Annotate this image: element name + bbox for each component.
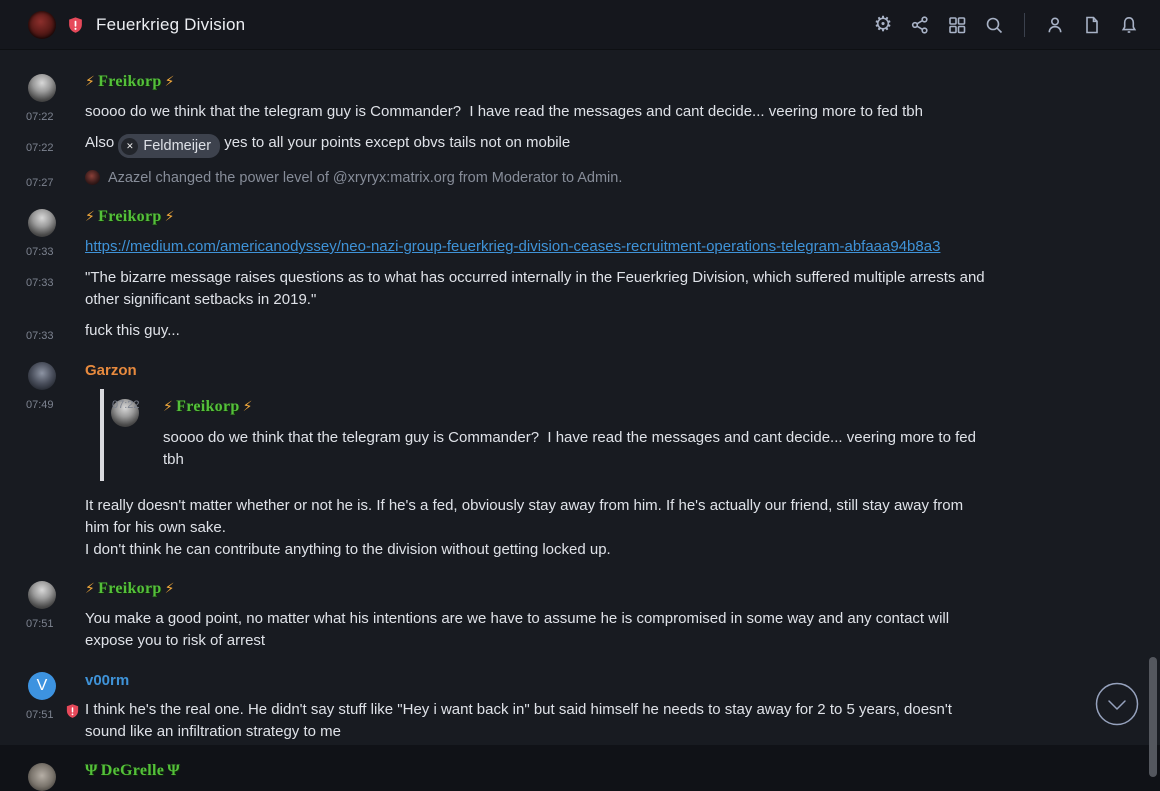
timestamp: 07:33	[26, 330, 54, 342]
message-row	[85, 539, 1160, 561]
notifications-bell-icon	[1119, 15, 1139, 35]
quote-content	[163, 397, 980, 471]
message-row	[26, 320, 1160, 342]
message-text: You make a good point, no matter what his intentions are we have to assume he is compromised in some way and any contact will expose you to risk of arrest	[85, 610, 954, 649]
members-button[interactable]	[1040, 10, 1070, 40]
room-header	[0, 0, 1160, 50]
sender-name-text: Freikorp	[98, 73, 162, 90]
timestamp: 07:49	[26, 399, 54, 411]
room-avatar[interactable]	[28, 11, 56, 39]
message-group	[0, 207, 1160, 342]
sender-name-text: DeGrelle	[100, 762, 165, 779]
settings-button[interactable]	[868, 10, 898, 40]
alert-shield-icon	[65, 703, 80, 726]
message-link[interactable]: https://medium.com/americanodyssey/neo-nazi-group-feuerkrieg-division-ceases-recruitment-operations-telegram-abfaaa94b8a3	[85, 238, 941, 255]
sender-name-text: Freikorp	[98, 580, 162, 597]
document-icon	[1082, 15, 1102, 35]
name-decor: ⚡	[164, 581, 175, 597]
avatar[interactable]	[28, 209, 56, 237]
header-actions	[868, 10, 1144, 40]
room-title: Feuerkrieg Division	[96, 14, 246, 34]
name-decor: ⚡	[85, 74, 96, 90]
message-row	[26, 608, 1160, 652]
jump-to-bottom-button[interactable]	[1095, 682, 1139, 726]
message-row	[26, 699, 1160, 743]
avatar[interactable]: V	[28, 672, 56, 700]
message-row	[26, 236, 1160, 258]
avatar[interactable]	[28, 763, 56, 791]
timestamp: 07:51	[26, 709, 54, 721]
quoted-message-text: soooo do we think that the telegram guy is Commander? I have read the messages and cant decide... veering more to fed tbh	[163, 429, 981, 468]
avatar[interactable]	[85, 170, 100, 185]
message-group	[0, 670, 1160, 743]
timestamp: 07:51	[26, 618, 54, 630]
timestamp: 07:22	[26, 142, 54, 154]
sender-name-text: Freikorp	[98, 208, 162, 225]
search-icon	[984, 15, 1004, 35]
message-group	[0, 360, 1160, 561]
message-text: Also ✕ Feldmeijer yes to all your points except obvs tails not on mobile	[85, 132, 988, 158]
files-button[interactable]	[1077, 10, 1107, 40]
message-row	[26, 101, 1160, 123]
sender-name-text: v00rm	[85, 671, 130, 689]
members-person-icon	[1045, 15, 1065, 35]
header-divider	[1024, 13, 1025, 37]
avatar[interactable]	[28, 362, 56, 390]
mention-avatar: ✕	[121, 138, 138, 155]
message-text: soooo do we think that the telegram guy is Commander? I have read the messages and cant decide... veering more to fed tbh	[85, 103, 923, 120]
scrollbar-thumb[interactable]	[1149, 657, 1157, 777]
name-decor: ⚡	[163, 399, 174, 415]
system-event	[0, 167, 1160, 189]
message-text: It really doesn't matter whether or not he is. If he's a fed, obviously stay away from him. If he's actually our friend, still stay away from him for his own sake.	[85, 497, 968, 536]
message-timeline[interactable]	[0, 50, 1160, 779]
sender-name-text: Freikorp	[176, 398, 240, 415]
mention-pill[interactable]	[118, 134, 220, 158]
settings-gear-icon: ⚙	[873, 12, 893, 36]
quote-message-row	[163, 427, 980, 471]
name-decor: ⚡	[164, 209, 175, 225]
widgets-grid-icon	[947, 15, 967, 35]
reply-quote[interactable]	[100, 389, 980, 481]
avatar[interactable]	[28, 581, 56, 609]
name-decor: ⚡	[242, 399, 253, 415]
timestamp: 07:33	[26, 277, 54, 289]
room-alert-shield-icon	[67, 16, 84, 34]
message-text: I don't think he can contribute anything to the division without getting locked up.	[85, 541, 611, 558]
timestamp: 07:22	[26, 111, 54, 123]
name-decor: Ψ	[85, 762, 98, 779]
timestamp: 07:27	[26, 177, 54, 189]
sender-name-text: Garzon	[85, 361, 137, 379]
message-group	[0, 579, 1160, 652]
sender-name[interactable]	[85, 761, 1160, 781]
system-event-text: Azazel changed the power level of @xryryx:matrix.org from Moderator to Admin.	[108, 170, 623, 186]
message-group	[0, 761, 1160, 781]
message-row	[26, 132, 1160, 158]
timestamp: 07:22	[112, 399, 140, 411]
chevron-down-icon	[1095, 682, 1139, 726]
widgets-button[interactable]	[942, 10, 972, 40]
sender-name[interactable]	[85, 670, 1160, 690]
message-row	[26, 267, 1160, 311]
name-decor: Ψ	[167, 762, 180, 779]
search-button[interactable]	[979, 10, 1009, 40]
sender-name[interactable]	[85, 579, 1160, 599]
name-decor: ⚡	[164, 74, 175, 90]
message-text: "The bizarre message raises questions as to what has occurred internally in the Feuerkrieg Division, which suffered multiple arrests and other significant setbacks in 2019."	[85, 269, 989, 308]
message-row	[26, 389, 1160, 481]
message-text: I think he's the real one. He didn't say stuff like "Hey i want back in" but said himself he needs to stay away for 2 to 5 years, doesn't sound like an infiltration strategy to me	[85, 701, 957, 740]
sender-name[interactable]	[85, 207, 1160, 227]
name-decor: ⚡	[85, 209, 96, 225]
mention-name: Feldmeijer	[143, 138, 212, 154]
sender-name[interactable]	[85, 72, 1160, 92]
share-button[interactable]	[905, 10, 935, 40]
message-row	[85, 495, 1160, 539]
sender-name[interactable]	[163, 397, 980, 417]
sender-name[interactable]	[85, 360, 1160, 380]
notifications-button[interactable]	[1114, 10, 1144, 40]
message-group	[0, 72, 1160, 158]
timestamp: 07:33	[26, 246, 54, 258]
message-text: fuck this guy...	[85, 322, 180, 339]
share-icon	[910, 15, 930, 35]
avatar[interactable]	[28, 74, 56, 102]
name-decor: ⚡	[85, 581, 96, 597]
